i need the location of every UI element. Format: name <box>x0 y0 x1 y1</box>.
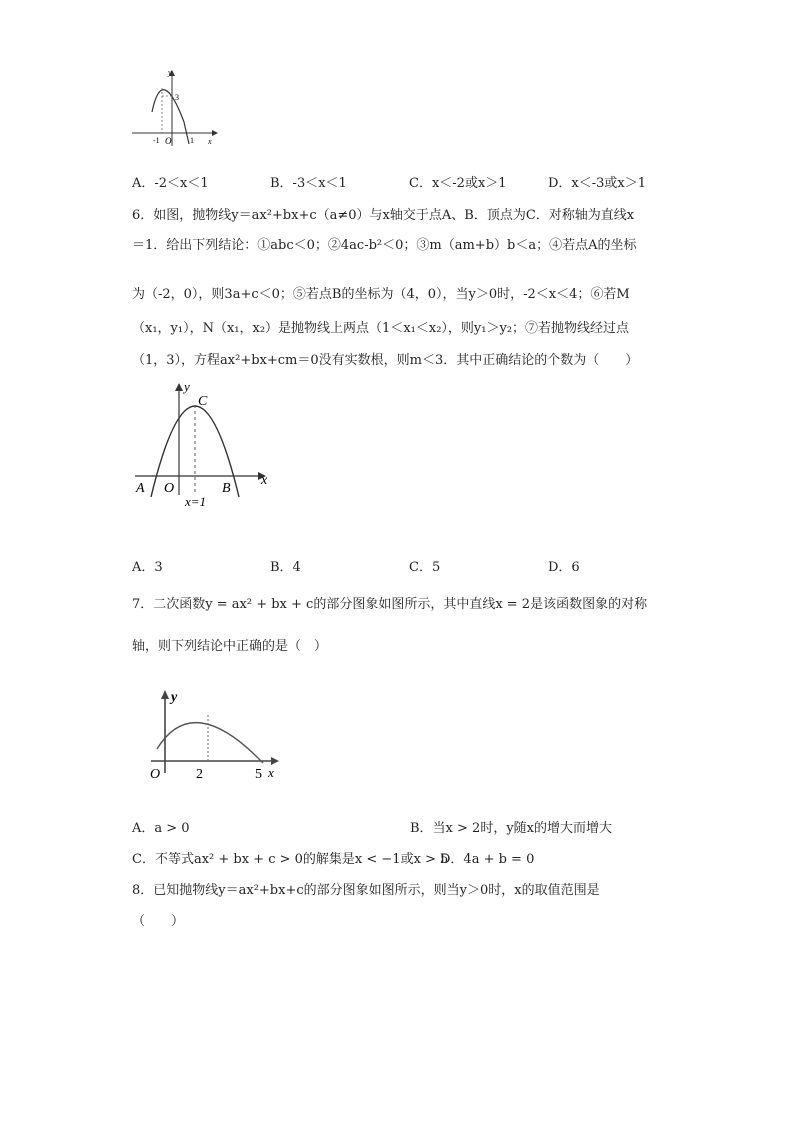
q7-label-two: 2 <box>196 767 203 782</box>
q7-label-y: y <box>171 690 178 705</box>
q7-option-a: A．a > 0 <box>132 821 190 836</box>
q7-option-d: D．4a + b = 0 <box>440 852 535 867</box>
q7-y-arrow <box>161 690 169 699</box>
q7-label-five: 5 <box>255 767 262 782</box>
q7-graph <box>145 685 285 785</box>
q6-option-a: A．3 <box>132 560 163 575</box>
q7-parabola <box>157 723 263 763</box>
q6-graph <box>130 375 280 510</box>
q7-line-2: 轴，则下列结论中正确的是（ ） <box>132 639 328 654</box>
q5-option-c: C．x＜-2或x＞1 <box>409 176 507 191</box>
q6-line-5: （1，3），方程ax²+bx+cm＝0没有实数根，则m＜3．其中正确结论的个数为（ ） <box>132 353 639 368</box>
q6-option-c: C．5 <box>409 560 441 575</box>
q8-line-1: 8．已知抛物线y＝ax²+bx+c的部分图象如图所示，则当y＞0时，x的取值范围是 <box>132 883 600 898</box>
q6-option-b: B．4 <box>270 560 301 575</box>
q5-label-neg1: -1 <box>153 136 160 145</box>
q6-y-arrow <box>175 383 183 391</box>
q5-label-origin: O <box>165 136 172 146</box>
q5-graph <box>128 66 220 150</box>
q7-x-arrow <box>271 757 279 765</box>
q7-option-b: B．当x > 2时，y随x的增大而增大 <box>410 821 612 836</box>
q6-line-2: ＝1．给出下列结论：①abc＜0；②4ac-b²＜0；③m（am+b）b＜a；④若点A的坐标 <box>132 238 637 253</box>
q5-option-d: D．x＜-3或x＞1 <box>548 176 647 191</box>
q5-label-one: 1 <box>190 136 194 145</box>
q6-label-a: A <box>136 481 145 496</box>
q5-label-y: y <box>168 68 172 77</box>
q6-line-4: （x₁，y₁），N（x₁，x₂）是抛物线上两点（1＜x₁＜x₂），则y₁＞y₂；⑦若抛物线经过点 <box>132 321 630 336</box>
q5-option-b: B．-3＜x＜1 <box>270 176 347 191</box>
q6-label-axis: x=1 <box>185 494 207 509</box>
q6-label-x: x <box>261 473 268 488</box>
q7-line-1: 7．二次函数y = ax² + bx + c的部分图象如图所示，其中直线x = 2是该函数图象的对称 <box>132 597 648 612</box>
q6-option-d: D．6 <box>548 560 580 575</box>
q5-option-a: A．-2＜x＜1 <box>132 176 209 191</box>
q6-label-o: O <box>164 481 175 496</box>
q5-label-x: x <box>208 137 212 146</box>
q6-label-b: B <box>222 481 231 496</box>
q5-label-three: 3 <box>175 93 179 102</box>
q8-line-2: （ ） <box>132 914 185 929</box>
q6-line-3: 为（-2，0），则3a+c＜0；⑤若点B的坐标为（4，0），当y＞0时，-2＜x＜4；⑥若M <box>132 287 630 302</box>
q7-label-o: O <box>150 767 161 782</box>
q6-label-y: y <box>184 379 190 394</box>
q5-x-arrow <box>212 130 218 136</box>
q6-label-c: C <box>198 394 208 409</box>
q7-label-x: x <box>268 765 274 780</box>
q6-line-1: 6．如图，抛物线y＝ax²+bx+c（a≠0）与x轴交于点A、B．顶点为C．对称轴为直线x <box>132 208 635 223</box>
q7-option-c: C．不等式ax² + bx + c > 0的解集是x < −1或x > 5 <box>132 852 449 867</box>
